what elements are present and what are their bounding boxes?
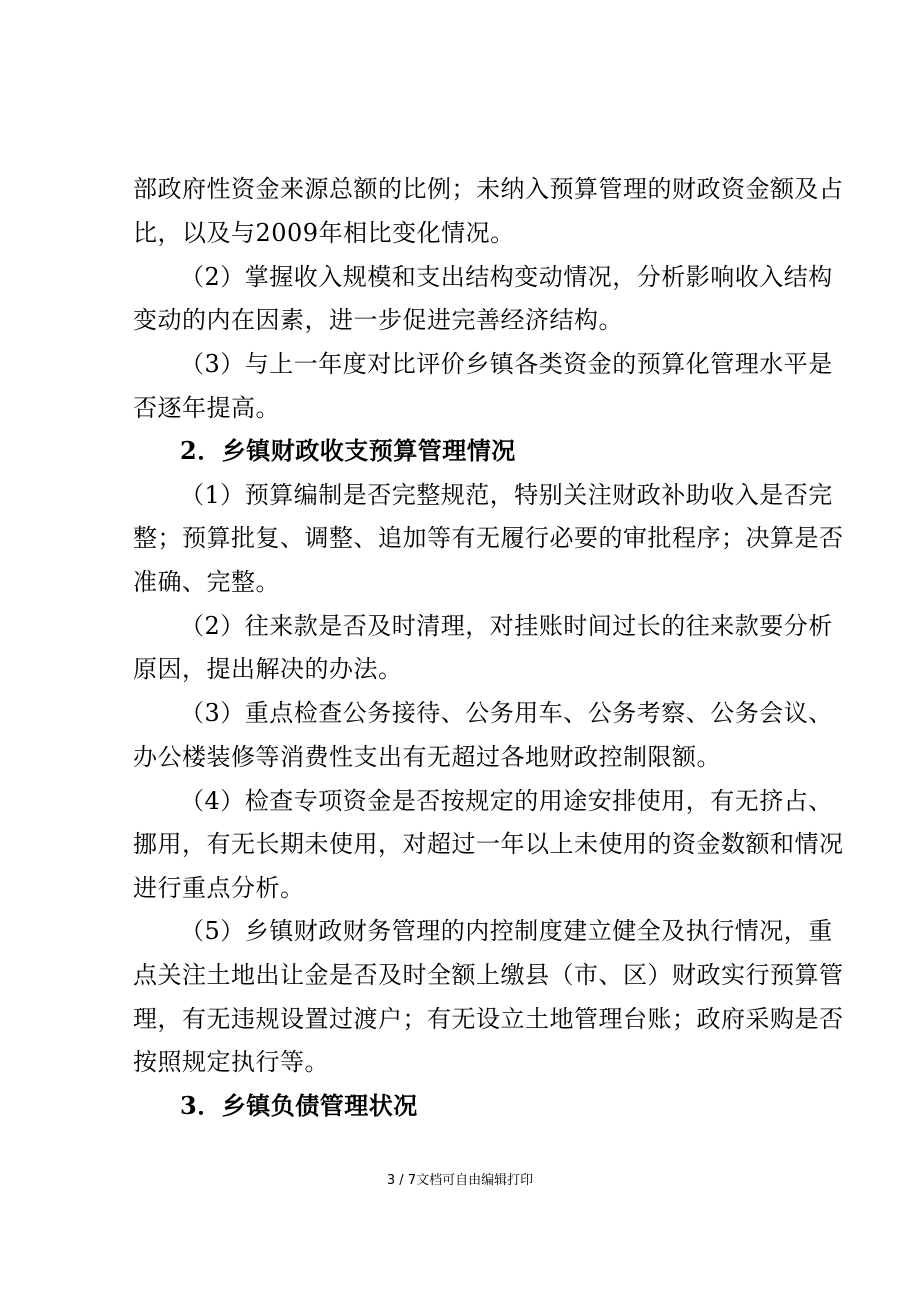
paragraph-line: （2）往来款是否及时清理，对挂账时间过长的往来款要分析 <box>180 612 833 640</box>
paragraph-line: 整；预算批复、调整、追加等有无履行必要的审批程序；决算是否 <box>133 524 844 552</box>
paragraph-line: 变动的内在因素，进一步促进完善经济结构。 <box>133 306 623 334</box>
paragraph-line: 比，以及与2009年相比变化情况。 <box>133 219 515 247</box>
paragraph-line: 办公楼装修等消费性支出有无超过各地财政控制限额。 <box>133 743 721 771</box>
paragraph-line: （2）掌握收入规模和支出结构变动情况，分析影响收入结构 <box>180 263 833 291</box>
paragraph-line: 理，有无违规设置过渡户；有无设立土地管理台账；政府采购是否 <box>133 1005 844 1033</box>
paragraph-line: （3）重点检查公务接待、公务用车、公务考察、公务会议、 <box>180 699 833 727</box>
paragraph-line: 挪用，有无长期未使用，对超过一年以上未使用的资金数额和情况 <box>133 830 844 858</box>
paragraph-line: 原因，提出解决的办法。 <box>133 655 403 683</box>
paragraph-line: （5）乡镇财政财务管理的内控制度建立健全及执行情况，重 <box>180 917 833 945</box>
paragraph-line: 部政府性资金来源总额的比例；未纳入预算管理的财政资金额及占 <box>133 175 844 203</box>
section-heading: 3．乡镇负债管理状况 <box>180 1091 418 1120</box>
paragraph-line: （1）预算编制是否完整规范，特别关注财政补助收入是否完 <box>180 481 833 509</box>
page-footer: 3 / 7文档可自由编辑打印 <box>386 1173 534 1188</box>
paragraph-line: （4）检查专项资金是否按规定的用途安排使用，有无挤占、 <box>180 787 833 815</box>
paragraph-line: 否逐年提高。 <box>133 394 280 422</box>
paragraph-line: 进行重点分析。 <box>133 874 305 902</box>
paragraph-line: 按照规定执行等。 <box>133 1048 329 1076</box>
paragraph-line: 准确、完整。 <box>133 568 280 596</box>
paragraph-line: 点关注土地出让金是否及时全额上缴县（市、区）财政实行预算管 <box>133 961 844 989</box>
paragraph-line: （3）与上一年度对比评价乡镇各类资金的预算化管理水平是 <box>180 350 833 378</box>
section-heading: 2．乡镇财政收支预算管理情况 <box>180 436 516 465</box>
